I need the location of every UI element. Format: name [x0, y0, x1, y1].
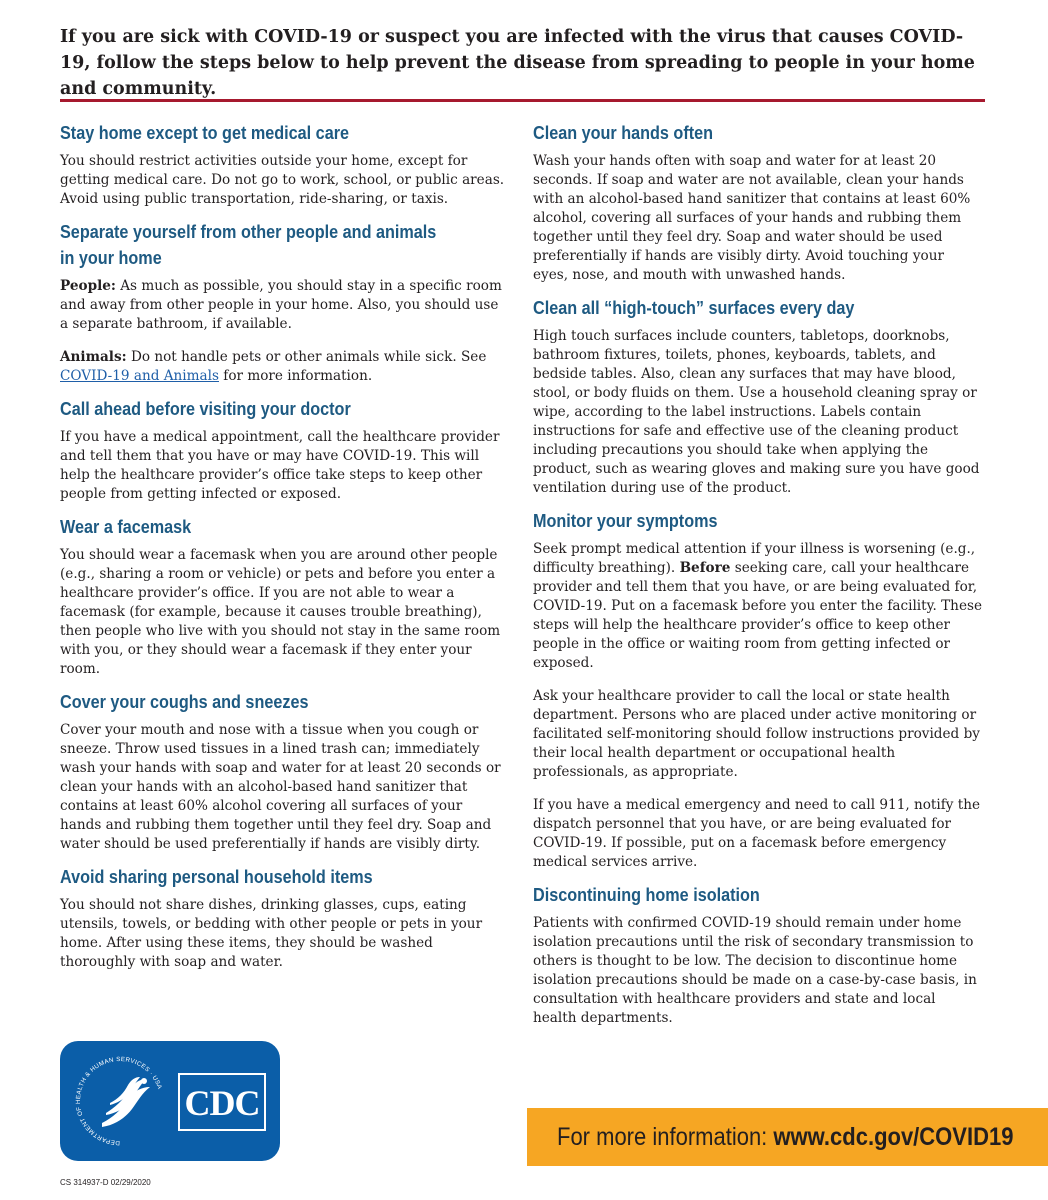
covid-animals-link[interactable]: COVID-19 and Animals [60, 368, 219, 384]
section-stay-home [60, 120, 505, 209]
section-monitor [533, 508, 983, 872]
hhs-eagle-seal-icon [72, 1053, 168, 1149]
section-clean-hands [533, 120, 983, 285]
heading-avoid-sharing: Avoid sharing personal household items [60, 867, 373, 887]
text-monitor-1 [533, 540, 983, 673]
heading-separate: Separate yourself from other people and animals in your home [60, 222, 437, 268]
text-animals [60, 348, 505, 386]
cdc-url-link[interactable]: www.cdc.gov/COVID19 [773, 1123, 1014, 1151]
heading-high-touch: Clean all “high-touch” surfaces every day [533, 298, 855, 318]
monitor-before: Before [679, 560, 731, 576]
text-facemask: You should wear a facemask when you are around other people (e.g., sharing a room or vehicle) or pets and before you enter a healthcare provider’s office. If you are not able to wear a facemask (for example, because it causes trouble breathing), then people who live with you should not stay in the same room with you, or they should wear a facemask if they enter your room. [60, 547, 501, 677]
text-clean-hands: Wash your hands often with soap and water for at least 20 seconds. If soap and water are not available, clean your hands with an alcohol-based hand sanitizer that contains at least 60% alcohol, covering all surfaces of your hands and rubbing them together until they feel dry. Soap and water should be used preferentially if hands are visibly dirty. Avoid touching your eyes, nose, and mouth with unwashed hands. [533, 153, 971, 283]
banner-label: For more information: [557, 1123, 774, 1151]
right-column [533, 120, 983, 1038]
text-monitor-2: Ask your healthcare provider to call the local or state health department. Persons who are placed under active monitoring or facilitated self-monitoring should follow instructions provided by their local health department or occupational health professionals, as appropriate. [533, 688, 980, 780]
people-lead: People: [60, 278, 116, 294]
section-high-touch [533, 295, 983, 498]
section-separate [60, 219, 505, 386]
text-cover: Cover your mouth and nose with a tissue when you cough or sneeze. Throw used tissues in a lined trash can; immediately wash your hands with soap and water for at least 20 seconds or clean your hands with an alcohol-based hand sanitizer that contains at least 60% alcohol covering all surfaces of your hands and rubbing them together until they feel dry. Soap and water should be used preferentially if hands are visibly dirty. [60, 722, 501, 852]
monitor-start: Seek prompt medical attention if your illness is worsening (e.g., difficulty breathing). [533, 541, 976, 576]
people-body: As much as possible, you should stay in a specific room and away from other people in your home. Also, you should use a separate bathroom, if available. [60, 278, 502, 332]
banner-text [557, 1121, 1013, 1153]
text-stay-home: You should restrict activities outside your home, except for getting medical care. Do not go to work, school, or public areas. Avoid using public transportation, ride-sharing, or taxis. [60, 153, 505, 207]
hhs-seal-text: DEPARTMENT OF HEALTH & HUMAN SERVICES · USA [74, 1055, 164, 1147]
text-discontinue: Patients with confirmed COVID-19 should remain under home isolation precautions until the risk of secondary transmission to others is thought to be low. The decision to discontinue home isolation precautions should be made on a case-by-case basis, in consultation with healthcare providers and state and local health departments. [533, 915, 977, 1026]
more-info-banner [527, 1108, 1048, 1166]
section-facemask [60, 514, 505, 679]
intro-statement: If you are sick with COVID-19 or suspect you are infected with the virus that causes COVID-19, follow the steps below to help prevent the disease from spreading to people in your home and community. [60, 27, 975, 99]
monitor-end: seeking care, call your healthcare provider and tell them that you have, or are being evaluated for, COVID-19. Put on a facemask before you enter the facility. These steps will help the healthcare provider’s office to keep other people in the office or waiting room from getting infected or exposed. [533, 560, 983, 671]
left-column [60, 120, 505, 982]
heading-monitor: Monitor your symptoms [533, 511, 718, 531]
heading-discontinue: Discontinuing home isolation [533, 885, 760, 905]
heading-facemask: Wear a facemask [60, 517, 192, 537]
animals-lead: Animals: [60, 349, 127, 365]
cdc-logo-text: CDC [184, 1083, 260, 1123]
heading-cover: Cover your coughs and sneezes [60, 692, 309, 712]
section-cover [60, 689, 505, 854]
divider-rule [60, 99, 985, 102]
animals-body: Do not handle pets or other animals while sick. See [126, 349, 487, 365]
text-avoid-sharing: You should not share dishes, drinking glasses, cups, eating utensils, towels, or bedding with other people or pets in your home. After using these items, they should be washed thoroughly with soap and water. [60, 897, 483, 970]
section-call-ahead [60, 396, 505, 504]
document-code: CS 314937-D 02/29/2020 [60, 1178, 151, 1187]
hhs-cdc-logo [60, 1041, 280, 1161]
cdc-logo-box [178, 1073, 266, 1131]
section-avoid-sharing [60, 864, 505, 972]
heading-call-ahead: Call ahead before visiting your doctor [60, 399, 351, 419]
text-monitor-3: If you have a medical emergency and need to call 911, notify the dispatch personnel that you have, or are being evaluated for COVID-19. If possible, put on a facemask before emergency medical services arrive. [533, 797, 981, 870]
section-discontinue [533, 882, 983, 1028]
text-high-touch: High touch surfaces include counters, tabletops, doorknobs, bathroom fixtures, toilets, phones, keyboards, tablets, and bedside tables. Also, clean any surfaces that may have blood, stool, or body fluids on them. Use a household cleaning spray or wipe, according to the label instructions. Labels contain instructions for safe and effective use of the cleaning product including precautions you should take when applying the product, such as wearing gloves and making sure you have good ventilation during use of the product. [533, 328, 980, 496]
text-people [60, 277, 505, 334]
heading-stay-home: Stay home except to get medical care [60, 123, 350, 143]
animals-tail: for more information. [218, 368, 373, 384]
text-call-ahead: If you have a medical appointment, call the healthcare provider and tell them that you have or may have COVID-19. This will help the healthcare provider’s office take steps to keep other people from getting infected or exposed. [60, 429, 500, 502]
heading-clean-hands: Clean your hands often [533, 123, 714, 143]
